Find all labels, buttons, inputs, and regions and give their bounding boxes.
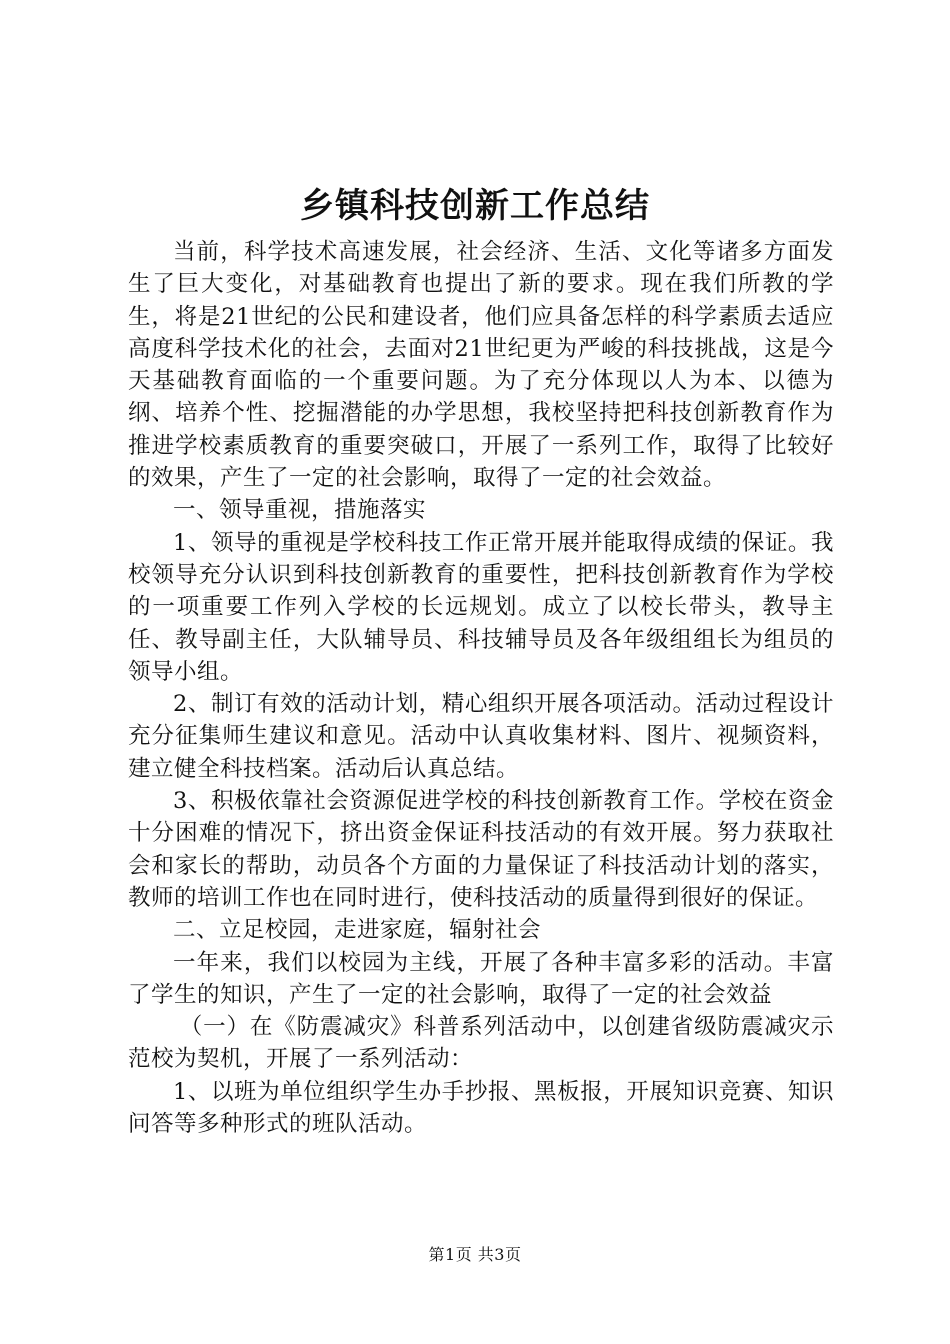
section-heading-2: 二、立足校园，走进家庭，辐射社会: [173, 917, 542, 944]
subsection-paragraph: （一）在《防震减灾》科普系列活动中，以创建省级防震减灾示范校为契机，开展了一系列活动：: [128, 1014, 834, 1073]
document-body: [128, 236, 834, 1140]
body-paragraph: 2、制订有效的活动计划，精心组织开展各项活动。活动过程设计充分征集师生建议和意见。活动中认真收集材料、图片、视频资料，建立健全科技档案。活动后认真总结。: [128, 691, 834, 782]
page-footer: 第1页 共3页: [428, 1245, 522, 1264]
body-paragraph: 一年来，我们以校园为主线，开展了各种丰富多彩的活动。丰富了学生的知识，产生了一定的社会影响，取得了一定的社会效益: [128, 949, 834, 1008]
body-paragraph: 3、积极依靠社会资源促进学校的科技创新教育工作。学校在资金十分困难的情况下，挤出资金保证科技活动的有效开展。努力获取社会和家长的帮助，动员各个方面的力量保证了科技活动计划的落实，教师的培训工作也在同时进行，使科技活动的质量得到很好的保证。: [128, 788, 834, 911]
intro-paragraph: 当前，科学技术高速发展，社会经济、生活、文化等诸多方面发生了巨大变化，对基础教育也提出了新的要求。现在我们所教的学生，将是21世纪的公民和建设者，他们应具备怎样的科学素质去适应高度科学技术化的社会，去面对21世纪更为严峻的科技挑战，这是今天基础教育面临的一个重要问题。为了充分体现以人为本、以德为纲、培养个性、挖掘潜能的办学思想，我校坚持把科技创新教育作为推进学校素质教育的重要突破口，开展了一系列工作，取得了比较好的效果，产生了一定的社会影响，取得了一定的社会效益。: [128, 239, 834, 492]
body-paragraph: 1、以班为单位组织学生办手抄报、黑板报，开展知识竞赛、知识问答等多种形式的班队活动。: [128, 1078, 834, 1138]
body-paragraph: 1、领导的重视是学校科技工作正常开展并能取得成绩的保证。我校领导充分认识到科技创新教育的重要性，把科技创新教育作为学校的一项重要工作列入学校的长远规划。成立了以校长带头，教导主任、教导副主任，大队辅导员、科技辅导员及各年级组组长为组员的领导小组。: [128, 529, 834, 685]
document-title: 乡镇科技创新工作总结: [300, 186, 650, 226]
section-heading-1: 一、领导重视，措施落实: [173, 497, 427, 524]
